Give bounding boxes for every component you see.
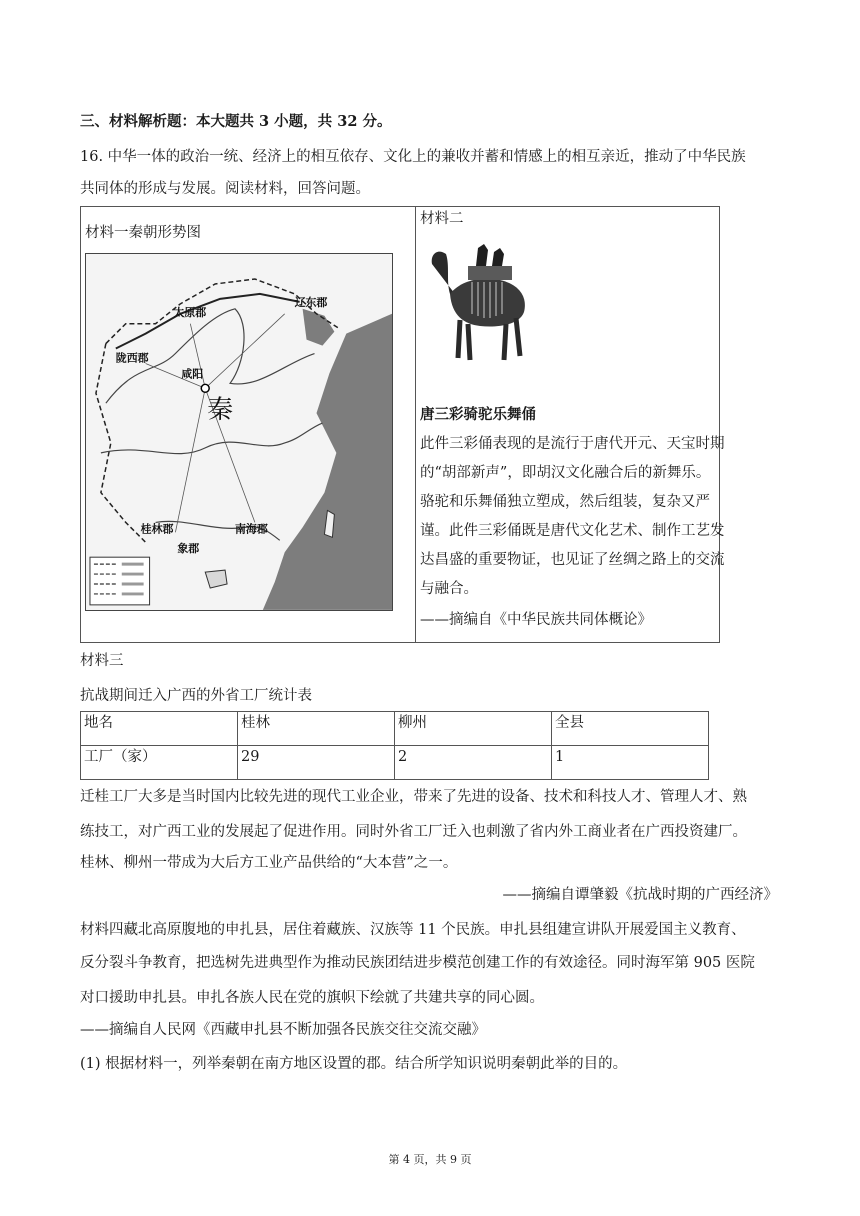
material2-line6: 与融合。 (420, 581, 478, 597)
table-cell: 桂林 (238, 712, 395, 746)
camel-figurine-image (420, 236, 540, 366)
table-row (81, 746, 709, 780)
table-cell: 工厂（家） (81, 746, 238, 780)
table-cell: 1 (552, 746, 709, 780)
table-row (81, 712, 709, 746)
material2-line4: 谨。此件三彩俑既是唐代文化艺术、制作工艺发 (420, 523, 725, 539)
question-16-intro-line2: 共同体的形成与发展。阅读材料，回答问题。 (80, 181, 370, 197)
map-label-taiyuan: 太原郡 (173, 306, 207, 319)
material3-line2: 练技工，对广西工业的发展起了促进作用。同时外省工厂迁入也刺激了省内外工商业者在广西投资建厂。 (80, 824, 747, 840)
qin-dynasty-map (85, 253, 393, 611)
materials-divider (415, 206, 416, 643)
material3-line3: 桂林、柳州一带成为大后方工业产品供给的“大本营”之一。 (80, 855, 458, 871)
material3-table-title: 抗战期间迁入广西的外省工厂统计表 (80, 688, 312, 704)
factory-statistics-table (80, 711, 709, 780)
map-label-xiang: 象郡 (177, 543, 200, 556)
table-cell: 2 (395, 746, 552, 780)
camel-figurine-svg (420, 236, 540, 366)
material2-caption: 唐三彩骑驼乐舞俑 (420, 406, 536, 423)
material2-line2: 的“胡部新声”，即胡汉文化融合后的新舞乐。 (420, 465, 711, 481)
map-label-guilin: 桂林郡 (140, 523, 174, 536)
table-cell: 29 (238, 746, 395, 780)
map-label-liaodong: 辽东郡 (294, 296, 328, 309)
table-cell: 地名 (81, 712, 238, 746)
material4-source: ——摘编自人民网《西藏申扎县不断加强各民族交往交流交融》 (80, 1022, 486, 1038)
question-16-intro-line1: 16. 中华一体的政治一统、经济上的相互依存、文化上的兼收并蓄和情感上的相互亲近，推动了中华民族 (80, 149, 746, 165)
material1-title: 材料一秦朝形势图 (85, 225, 201, 241)
material2-source: ——摘编自《中华民族共同体概论》 (420, 612, 652, 628)
page-footer: 第 4 页，共 9 页 (388, 1153, 472, 1166)
material3-source: ——摘编自谭肇毅《抗战时期的广西经济》 (502, 887, 778, 903)
table-cell: 全县 (552, 712, 709, 746)
table-cell: 柳州 (395, 712, 552, 746)
material4-line1: 材料四藏北高原腹地的申扎县，居住着藏族、汉族等 11 个民族。申扎县组建宣讲队开展爱国主义教育、 (80, 922, 746, 938)
map-label-qin: 秦 (207, 395, 234, 426)
material2-line5: 达昌盛的重要物证，也见证了丝绸之路上的交流 (420, 552, 725, 568)
material3-line1: 迁桂工厂大多是当时国内比较先进的现代工业企业，带来了先进的设备、技术和科技人才、管理人才、熟 (80, 789, 747, 805)
section-heading: 三、材料解析题：本大题共 3 小题，共 32 分。 (80, 113, 392, 130)
material2-line3: 骆驼和乐舞俑独立塑成，然后组装，复杂又严 (420, 494, 710, 510)
material4-line3: 对口援助申扎县。申扎各族人民在党的旗帜下绘就了共建共享的同心圆。 (80, 990, 544, 1006)
material2-label: 材料二 (420, 211, 464, 227)
map-label-nanhai: 南海郡 (235, 523, 268, 536)
material4-line2: 反分裂斗争教育，把选树先进典型作为推动民族团结进步模范创建工作的有效途径。同时海军第 905 医院 (80, 955, 755, 971)
qin-map-svg (86, 254, 392, 610)
map-label-longxi: 陇西郡 (115, 352, 149, 365)
sub-question-1: (1) 根据材料一，列举秦朝在南方地区设置的郡。结合所学知识说明秦朝此举的目的。 (80, 1056, 628, 1072)
material3-label: 材料三 (80, 653, 124, 669)
material2-line1: 此件三彩俑表现的是流行于唐代开元、天宝时期 (420, 436, 725, 452)
map-label-xianyang: 咸阳 (181, 368, 204, 381)
